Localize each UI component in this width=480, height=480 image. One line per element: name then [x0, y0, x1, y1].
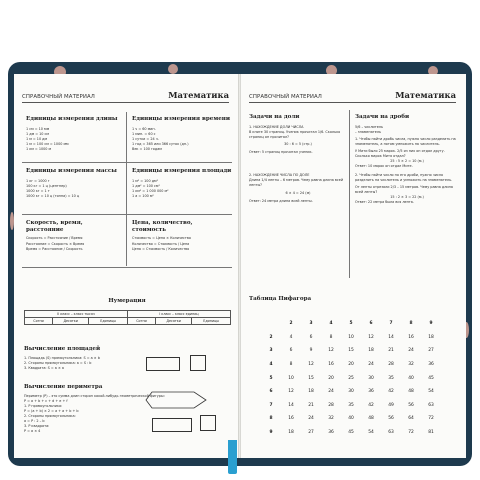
pythagoras-cell: 32: [328, 416, 334, 422]
fraction-task-line: 2. Чтобы найти число по его дроби, нужно число разделить на числитель и умножить на знаменатель.: [355, 172, 453, 182]
pythagoras-cell: 24: [368, 362, 374, 368]
pythagoras-cell: 7: [269, 402, 273, 408]
area-units-block: [132, 168, 232, 199]
pythagoras-cell: 30: [368, 375, 374, 381]
pythagoras-cell: 18: [428, 334, 434, 340]
pythagoras-cell: 56: [388, 416, 394, 422]
grid-divider: [126, 112, 127, 266]
grid-divider: [22, 162, 232, 163]
fraction-task-line: – знаменатель: [355, 129, 382, 134]
pythagoras-cell: 63: [388, 430, 394, 436]
time-line: 1 год = 365 или 366 суток (дн.): [132, 142, 189, 147]
pythagoras-cell: 20: [348, 362, 354, 368]
square-figure: [190, 355, 206, 371]
pythagoras-cell: 14: [288, 402, 294, 408]
pythagoras-cell: 9: [309, 348, 313, 354]
share-tasks-title: Задачи на доли: [249, 114, 300, 120]
pythagoras-cell: 2: [289, 321, 293, 327]
pythagoras-cell: 64: [408, 416, 414, 422]
price-formula: Цена = Стоимость / Количество: [132, 246, 190, 251]
pythagoras-row: [261, 385, 441, 399]
pythagoras-cell: 81: [428, 430, 434, 436]
areas-block: [24, 346, 144, 371]
grid-divider: [22, 214, 232, 215]
pythagoras-cell: 21: [308, 402, 314, 408]
pythagoras-cell: 4: [329, 321, 333, 327]
time-line: Век = 100 годам: [132, 147, 162, 152]
pythagoras-cell: 8: [289, 362, 293, 368]
header-title: Математика: [168, 90, 229, 100]
pythagoras-cell: 15: [348, 348, 354, 354]
cover-pattern-dot: [168, 64, 178, 74]
pythagoras-cell: 6: [289, 348, 293, 354]
grid-divider: [22, 267, 232, 268]
time-line: 1 ч = 60 мин.: [132, 126, 156, 131]
pythagoras-table: [261, 317, 441, 439]
fraction-task-line: От ленты отрезали 2/3 – 15 метров. Чему равна длина всей ленты?: [355, 184, 453, 194]
time-line: 1 мин. = 60 с: [132, 131, 156, 136]
share-task-line: 30 : 6 = 5 (стр.): [284, 142, 312, 147]
rectangle-figure: [146, 357, 180, 371]
mass-line: 100 кг = 1 ц (центнер): [26, 183, 67, 188]
area-line: 1 км² = 1 000 000 м²: [132, 188, 169, 193]
left-page: [14, 74, 240, 458]
pythagoras-row: [261, 344, 441, 358]
share-task-line: 1. НАХОЖДЕНИЕ ДОЛИ ЧИСЛА: [249, 124, 304, 129]
pythagoras-cell: 40: [408, 375, 414, 381]
pythagoras-cell: 42: [388, 389, 394, 395]
header-label: СПРАВОЧНЫЙ МАТЕРИАЛ: [249, 94, 322, 100]
pythagoras-row: [261, 399, 441, 413]
pythagoras-cell: 27: [428, 348, 434, 354]
pythagoras-cell: 9: [429, 321, 433, 327]
pythagoras-cell: 27: [308, 430, 314, 436]
pythagoras-cell: 10: [348, 334, 354, 340]
pythagoras-cell: 35: [388, 375, 394, 381]
pythagoras-cell: 21: [388, 348, 394, 354]
perimeter-line: P = a × 4: [24, 429, 41, 434]
pythagoras-cell: 16: [288, 416, 294, 422]
pythagoras-cell: 12: [368, 334, 374, 340]
speed-formula: Скорость = Расстояние / Время: [26, 236, 83, 241]
time-units-title: Единицы измерения времени: [132, 116, 231, 122]
price-formula: Количество = Стоимость / Цена: [132, 241, 190, 246]
pythagoras-cell: 14: [388, 334, 394, 340]
time-line: 1 сутки = 24 ч.: [132, 136, 159, 141]
length-line: 1 м = 10 дм: [26, 136, 48, 141]
fraction-task-line: 15 : 2 × 3 = 22 (м.): [390, 195, 424, 200]
numeration-col: Сотни: [127, 318, 155, 325]
pythagoras-cell: 36: [328, 430, 334, 436]
pythagoras-cell: 35: [348, 402, 354, 408]
pythagoras-cell: 24: [408, 348, 414, 354]
pythagoras-cell: 6: [369, 321, 373, 327]
area-line: 1 а = 100 м²: [132, 194, 154, 199]
pythagoras-cell: 72: [408, 430, 414, 436]
pythagoras-cell: 45: [348, 430, 354, 436]
right-page: [240, 74, 466, 458]
fraction-task-line: 1. Чтобы найти дробь числа, нужно число разделить на знаменатель, а потом умножить на числитель.: [355, 136, 456, 147]
pythagoras-cell: 5: [269, 375, 273, 381]
areas-line: 2. Стороны прямоугольника: a = S : b: [24, 360, 92, 365]
column-divider: [349, 110, 350, 278]
pythagoras-cell: 3: [269, 348, 273, 354]
price-block: [132, 220, 232, 252]
pythagoras-cell: 16: [408, 334, 414, 340]
pythagoras-cell: 28: [388, 362, 394, 368]
pythagoras-cell: 4: [269, 362, 273, 368]
pythagoras-cell: 63: [428, 402, 434, 408]
pythagoras-row: [261, 371, 441, 385]
pythagoras-cell: 18: [288, 430, 294, 436]
perimeter-block: [24, 384, 165, 435]
bookmark-ribbon: [228, 440, 237, 474]
numeration-col: Сотни: [25, 318, 53, 325]
pythagoras-cell: 40: [348, 416, 354, 422]
share-task-line: В книге 30 страниц. Ученик прочитал 1/6. Сколько страниц он прочитал?: [249, 129, 341, 139]
pythagoras-cell: 48: [408, 389, 414, 395]
pythagoras-cell: 5: [349, 321, 353, 327]
pythagoras-cell: 10: [288, 375, 294, 381]
pythagoras-cell: 36: [428, 362, 434, 368]
pythagoras-cell: 25: [348, 375, 354, 381]
perimeter-title: Вычисление периметра: [24, 384, 103, 390]
perimeter-line: a = P : 2 – b: [24, 419, 45, 424]
pythagoras-cell: 20: [328, 375, 334, 381]
pythagoras-row: [261, 426, 441, 440]
share-tasks-block: [249, 114, 347, 204]
share-task-line: Ответ: 5 страниц прочитал ученик.: [249, 150, 313, 155]
pythagoras-cell: 18: [368, 348, 374, 354]
pythagoras-cell: 49: [388, 402, 394, 408]
perimeter-line: P = a + b + c + d + e + f: [24, 398, 68, 403]
numeration-table: [24, 310, 231, 325]
speed-title: Скорость, время, расстояние: [26, 220, 83, 233]
price-formula: Стоимость = Цена × Количество: [132, 236, 191, 241]
left-page-header: [22, 89, 229, 103]
numeration-class-header: II класс – класс тысяч: [25, 311, 128, 318]
pythagoras-cell: 8: [409, 321, 413, 327]
areas-title: Вычисление площадей: [24, 346, 101, 352]
fraction-task-line: Ответ: 22 метра была вся лента.: [355, 200, 414, 205]
numeration-col: Десятки: [53, 318, 89, 325]
area-units-title: Единицы измерения площади: [132, 168, 232, 174]
area-line: 1 дм² = 100 см²: [132, 183, 160, 188]
length-line: 1 км = 1000 м: [26, 147, 52, 152]
pythagoras-cell: 15: [308, 375, 314, 381]
numeration-col: Единицы: [192, 318, 231, 325]
mass-line: 1 кг = 1000 г: [26, 178, 50, 183]
pythagoras-cell: 24: [328, 389, 334, 395]
pythagoras-cell: 12: [308, 362, 314, 368]
pythagoras-cell: 6: [309, 334, 313, 340]
pythagoras-cell: 7: [389, 321, 393, 327]
length-line: 1 дм = 10 см: [26, 131, 49, 136]
pythagoras-cell: 54: [368, 430, 374, 436]
pythagoras-cell: 18: [308, 389, 314, 395]
pythagoras-header-row: [261, 317, 441, 331]
pythagoras-cell: 48: [368, 416, 374, 422]
mass-line: 1000 кг = 10 ц (тонна) = 10 ц: [26, 194, 80, 199]
pythagoras-cell: 16: [328, 362, 334, 368]
numeration-col: Десятки: [156, 318, 192, 325]
fraction-tasks-title: Задачи на дроби: [355, 114, 410, 120]
pythagoras-cell: 8: [329, 334, 333, 340]
pythagoras-cell: 6: [269, 389, 273, 395]
perimeter-line: Периметр (P) – это сумма длин сторон какой-нибудь геометрической фигуры:: [24, 393, 165, 398]
area-line: 1 м² = 100 дм²: [132, 178, 158, 183]
fraction-task-line: 5/6 – числитель: [355, 124, 383, 129]
mass-line: 1000 кг = 1 т: [26, 188, 50, 193]
pythagoras-cell: 45: [428, 375, 434, 381]
mass-units-block: [26, 168, 124, 199]
price-title: Цена, количество, стоимость: [132, 220, 193, 233]
perimeter-line: P = (a + b) × 2 = a + a + b + b: [24, 409, 79, 414]
hexagon-figure: [144, 390, 214, 410]
fraction-tasks-block: [355, 114, 459, 205]
pythagoras-cell: 12: [288, 389, 294, 395]
speed-formula: Расстояние = Скорость × Время: [26, 241, 85, 246]
pythagoras-title: Таблица Пифагора: [249, 296, 312, 302]
numeration-title: Нумерация: [108, 298, 146, 304]
share-task-line: 6 × 4 = 24 (м): [285, 190, 311, 195]
pythagoras-row: [261, 331, 441, 345]
pythagoras-cell: 30: [348, 389, 354, 395]
fraction-task-line: 25 : 5 × 2 = 10 (м.): [390, 159, 424, 164]
length-units-title: Единицы измерения длины: [26, 116, 118, 122]
pythagoras-cell: 4: [289, 334, 293, 340]
header-label: СПРАВОЧНЫЙ МАТЕРИАЛ: [22, 94, 95, 100]
time-units-block: [132, 116, 232, 152]
header-title: Математика: [395, 90, 456, 100]
mass-units-title: Единицы измерения массы: [26, 168, 117, 174]
numeration-col: Единицы: [89, 318, 128, 325]
perimeter-rectangle-figure: [152, 418, 192, 432]
length-line: 1 см = 10 мм: [26, 126, 50, 131]
pythagoras-cell: 8: [269, 416, 273, 422]
areas-line: 1. Площадь (S) прямоугольника: S = a × b: [24, 355, 100, 360]
perimeter-line: 3. P квадрата:: [24, 424, 50, 429]
length-units-block: [26, 116, 124, 152]
perimeter-square-figure: [200, 415, 216, 431]
speed-block: [26, 220, 124, 252]
fraction-task-line: У Мити было 25 марок. 2/5 из них он отдал другу. Сколько марок Митя отдал?: [355, 149, 445, 159]
pythagoras-row: [261, 358, 441, 372]
fraction-task-line: Ответ: 10 марок он отдал Мите.: [355, 164, 413, 169]
pythagoras-cell: 32: [408, 362, 414, 368]
pythagoras-cell: 54: [428, 389, 434, 395]
numeration-class-header: I класс – класс единиц: [127, 311, 230, 318]
share-task-line: Длина 1/4 ленты – 6 метров. Чему равна длина всей ленты?: [249, 178, 344, 188]
perimeter-line: 1. P прямоугольника:: [24, 403, 63, 408]
pythagoras-cell: 2: [269, 334, 273, 340]
pythagoras-cell: 72: [428, 416, 434, 422]
pythagoras-cell: 3: [309, 321, 313, 327]
speed-formula: Время = Расстояние / Скорость: [26, 246, 83, 251]
pythagoras-cell: 12: [328, 348, 334, 354]
share-task-line: 2. НАХОЖДЕНИЕ ЧИСЛА ПО ДОЛЕ: [249, 173, 310, 178]
perimeter-line: 2. Стороны прямоугольника:: [24, 414, 76, 419]
pythagoras-cell: 28: [328, 402, 334, 408]
length-line: 1 м = 100 см = 1000 мм: [26, 142, 69, 147]
pythagoras-row: [261, 412, 441, 426]
right-page-header: [249, 89, 456, 103]
pythagoras-cell: 36: [368, 389, 374, 395]
pythagoras-cell: 56: [408, 402, 414, 408]
pythagoras-cell: 9: [269, 430, 273, 436]
pythagoras-cell: 24: [308, 416, 314, 422]
share-task-line: Ответ: 24 метра длина всей ленты.: [249, 198, 313, 203]
areas-line: 3. Квадрата: S = a × a: [24, 365, 64, 370]
pythagoras-cell: 42: [368, 402, 374, 408]
